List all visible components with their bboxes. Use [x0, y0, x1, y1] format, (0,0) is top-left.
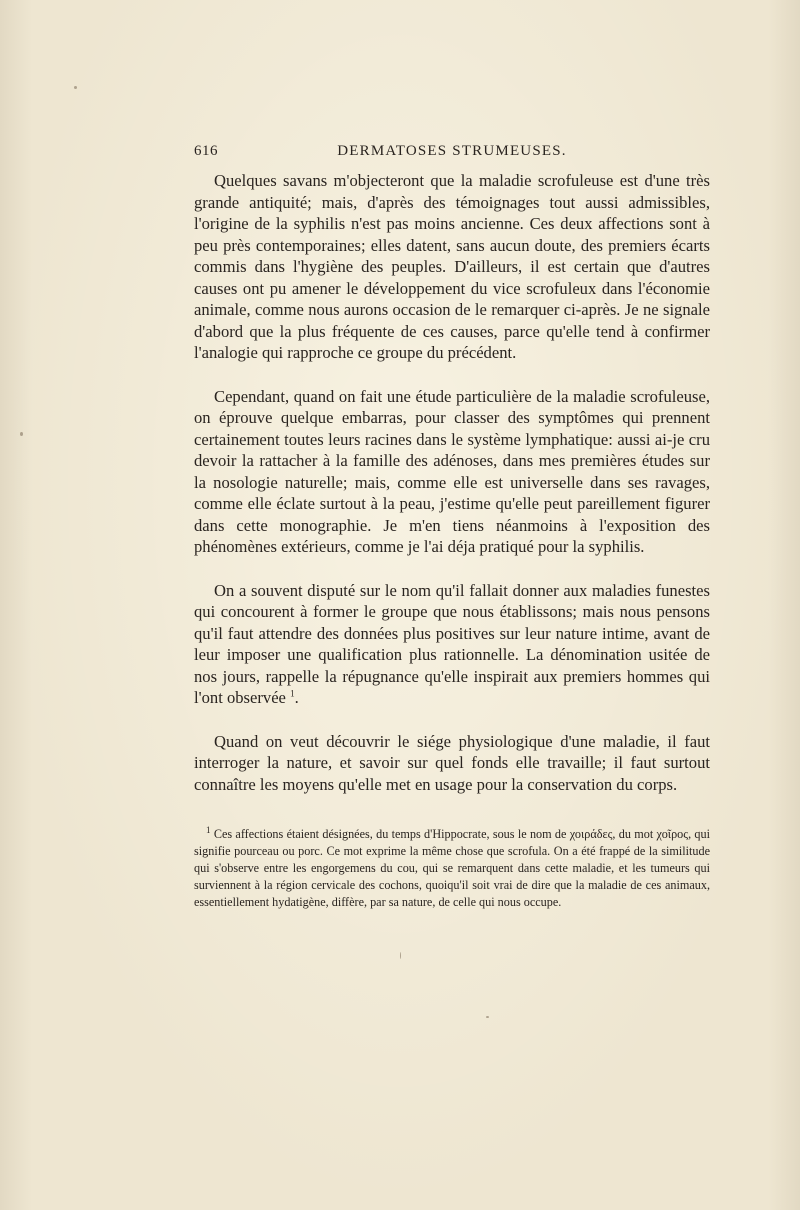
page-header [194, 143, 710, 165]
footnote-1 [194, 826, 710, 911]
footnote-reference: 1 [290, 688, 295, 699]
running-title: DERMATOSES STRUMEUSES. [337, 143, 567, 159]
footnotes [194, 826, 710, 911]
paper-speck [74, 86, 77, 89]
paragraph-1: Quelques savans m'objecteront que la maladie scrofuleuse est d'une très grande antiquité; mais, d'après des témoignages tout aussi admissibles, l'origine de la syphilis n'est pas moins ancienne. Ces deux affections sont à peu près contemporaines; elles datent, sans aucun doute, des premiers écarts commis dans l'hygiène des peuples. D'ailleurs, il est certain que d'autres causes ont pu amener le développement du vice scrofuleux dans l'économie animale, comme nous aurons occasion de le remarquer ci-après. Je ne signale d'abord que la plus fréquente de ces causes, parce qu'elle tend à confirmer l'analogie qui rapproche ce groupe du précédent. [194, 171, 710, 362]
paragraph-3: On a souvent disputé sur le nom qu'il fallait donner aux maladies funestes qui concourent à former le groupe que nous établissons; mais nous pensons qu'il faut attendre des données plus positives sur leur nature intime, avant de leur imposer une qualification plus rationnelle. La dénomination usitée de nos jours, rappelle la répugnance qu'elle inspirait aux premiers hommes qui l'ont observée $^1$. [194, 580, 710, 707]
paper-speck [400, 952, 401, 959]
paragraph-4: Quand on veut découvrir le siége physiologique d'une maladie, il faut interroger la nature, et savoir sur quel fonds elle travaille; il faut surtout connaître les moyens qu'elle met en usage pour la conservation du corps. [194, 731, 710, 794]
paper-speck [486, 1016, 489, 1018]
footnote-marker: 1 [206, 824, 211, 835]
page-number: 616 [194, 143, 218, 159]
paragraph-2: Cependant, quand on fait une étude particulière de la maladie scrofuleuse, on éprouve quelque embarras, pour classer des symptômes qui prennent certainement toutes leurs racines dans le système lymphatique: aussi ai-je cru devoir la rattacher à la famille des adénoses, dans mes premières études sur la nosologie naturelle; mais, comme elle est universelle dans ses ravages, comme elle éclate surtout à la peau, j'estime qu'elle peut pareillement figurer dans cette monographie. Je m'en tiens néanmoins à l'exposition des phénomènes extérieurs, comme je l'ai déja pratiqué pour la syphilis. [194, 386, 710, 556]
footnote-text: Ces affections étaient désignées, du temps d'Hippocrate, sous le nom de χοιράδες, du mot χοῖρος, qui signifie pourceau ou porc. Ce mot exprime la même chose que scrofula. On a été frappé de la similitude qui s'observe entre les engorgemens du cou, qui se remarquent dans cette maladie, et les tumeurs qui surviennent à la région cervicale des cochons, quoiqu'il soit vrai de dire que la maladie de ces animaux, essentiellement hydatigène, diffère, par sa nature, de celle qui nous occupe. [194, 827, 711, 909]
paper-speck [20, 432, 23, 436]
body-text [194, 170, 710, 817]
paragraph-3-text: On a souvent disputé sur le nom qu'il fallait donner aux maladies funestes qui concourent à former le groupe que nous établissons; mais nous pensons qu'il faut attendre des données plus positives sur leur nature intime, avant de leur imposer une qualification plus rationnelle. La dénomination usitée de nos jours, rappelle la répugnance qu'elle inspirait aux premiers hommes qui l'ont observée [194, 580, 710, 707]
